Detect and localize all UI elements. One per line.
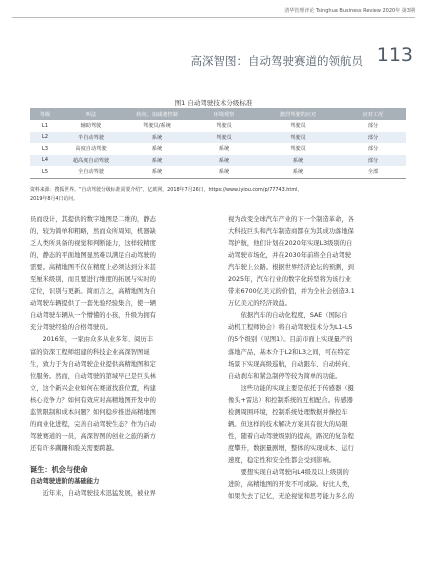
text-line: 生，致力于为自动驾驶企业提供高精地图和定 (30, 360, 156, 368)
text-line: 落地产品，基本介于L2和L3之间，可在特定 (228, 348, 351, 356)
text-line: 驾驶赛道的一员，高深智图的创业之旅的新方 (30, 432, 156, 440)
table-cell: 系统 (151, 169, 163, 176)
text-line: 的，较为简单和粗略，然而众所周知，机器缺 (30, 228, 156, 236)
table-cell: 半自动驾驶 (78, 134, 104, 141)
table-header-cell: 转向、加减速控制 (136, 111, 178, 118)
table-header-cell: 应对工况 (362, 111, 384, 118)
text-line: 至厘米级别，而且要进行维度的拓展与实时的 (30, 276, 156, 284)
text-line: 性，随着自动驾驶级别的提高，路况的复杂程 (228, 432, 354, 440)
journal-name: 清华管理评论 Tsinghua Business Review 2020年 第3期 (284, 8, 415, 14)
text-line: 定位，识别与更新。简而言之，高精地图为自 (30, 288, 156, 296)
text-line: 员而设计，其提供的数字地图是二维的，静态 (30, 216, 156, 223)
table-cell: 系统 (218, 157, 230, 164)
table-cell: 驾驶员 (290, 123, 306, 130)
table-cell: 系统 (292, 157, 304, 164)
text-line: 检测周围环境，控制系统处理数据并操控车 (228, 408, 348, 416)
table-header-row (30, 108, 406, 120)
table-cell: L5 (41, 168, 49, 175)
text-line: 依据汽车的自动化程度，SAE（国际自 (240, 312, 348, 320)
page-number: 113 (376, 44, 413, 66)
table-cell: L4 (41, 157, 49, 164)
text-line: 的，静态的平面地图显然难以满足自动驾驶的 (30, 252, 156, 260)
table-row (30, 143, 406, 155)
text-line: 近年来，自动驾驶技术迅猛发展，被业界 (42, 489, 156, 497)
text-line: 核心竞争力？如何有效应对高精地图开发中的 (30, 396, 156, 404)
table-row (30, 166, 406, 178)
table-cell: 部分 (367, 123, 379, 130)
table-bottom-rule (30, 178, 406, 179)
text-line: 速度，稳定性和安全性都会受到影响。 (228, 456, 336, 464)
table-row (30, 132, 406, 144)
table-row (30, 155, 406, 167)
table-cell: 驾驶员 (216, 134, 232, 141)
text-line: 动驾驶车辆提供了一套先验经验集合，使一辆 (30, 300, 156, 308)
text-line: 的商业化进程，完善自动驾驶生态？作为自动 (30, 420, 156, 428)
text-line: 的5个级别（见图1）。目前市面上实现量产的 (228, 336, 353, 344)
text-line: 需要。高精地图不仅在精度上必须达到分米甚 (30, 264, 156, 272)
table-cell: 系统 (218, 169, 230, 176)
text-line: 这些功能的实现主要是依托于传感器（摄 (240, 384, 354, 392)
table-header-cell: 激烈驾驶的应对 (279, 111, 317, 118)
table-cell: 系统 (151, 134, 163, 141)
text-line: 要想实现自动驾驶向L4级及以上级别的 (240, 468, 349, 476)
table-cell: 系统 (151, 146, 163, 153)
table-cell: 系统 (151, 157, 163, 164)
text-line: 带来6700亿美元的价值，并为全社会创造3.1 (228, 288, 355, 296)
table-header-cell: 环境观察 (213, 111, 235, 118)
table-cell: 高度自动驾驶 (75, 146, 107, 153)
text-line: 位服务。然而，自动驾驶的第域早已是巨头林 (30, 372, 156, 380)
text-line: 汽车驶上公路。根据世界经济论坛的预测，到 (228, 264, 354, 272)
text-line: 动机工程师协会）将自动驾驶技术分为L1-L5 (228, 324, 353, 332)
text-line: 辆。但这样的技术解决方案具有很大的局限 (228, 420, 348, 428)
subsection-heading: 自动驾驶进阶的基础能力 (30, 477, 100, 485)
table-cell: 驾驶员 (290, 146, 306, 153)
table-cell: 驾驶员 (290, 134, 306, 141)
left-text-column (30, 214, 208, 500)
right-text-column (228, 214, 406, 503)
text-line: 立，这个新兴企业如何在赛道找准位置，构建 (30, 384, 156, 392)
text-line: 像头+雷达）和控制系统的互相配合。传感器 (228, 396, 353, 404)
table-cell: 全部 (367, 169, 379, 176)
text-line: 如果失去了记忆，无论视觉和思考能力多么的 (228, 493, 354, 501)
text-line: 驾护航，他们计划在2020年实现L3级别的自 (228, 240, 353, 248)
text-line: 动驾驶市场化，并在2030年前将全自动驾驶 (228, 252, 352, 260)
text-line: 充分驾驶经验的合格驾驶员。 (30, 324, 112, 332)
autonomy-level-table (30, 108, 406, 179)
table-title: 图1 自动驾驶技术分级标准 (174, 99, 253, 107)
text-line: 大科技巨头和汽车制造商都在为其成功落地保 (228, 228, 354, 236)
text-line: 监管限制和成本问题？如何稳步推进高精地图 (30, 408, 156, 416)
table-cell: 部分 (367, 146, 379, 153)
table-cell: 部分 (367, 157, 379, 164)
text-line: 富的资深工程师组建的科技企业高深智图诞 (30, 348, 150, 356)
text-line: 自动刹车和紧急制停等较为简单的功能。 (228, 372, 342, 380)
table-cell: 系统 (218, 146, 230, 153)
table-header-cell: 等级 (39, 111, 51, 118)
table-source-note (30, 186, 406, 204)
text-line: 2016年，一家由众多从业多年、阅历丰 (42, 336, 154, 344)
section-heading: 诞生：机会与使命 (30, 464, 88, 474)
text-line: 乏人类所具备的视觉和判断能力，这样较精度 (30, 240, 156, 248)
table-header-cell: 叫法 (85, 111, 97, 118)
header-rule (12, 17, 415, 18)
text-line: 自动驾驶车辆从一个懵懂的小孩，升级为拥有 (30, 312, 156, 320)
table-cell: 驾驶员/系统 (143, 123, 171, 130)
text-line: 2025年，汽车行业的数字化转型将为该行业 (228, 276, 352, 284)
section-title: 高深智图：自动驾驶赛道的领航员 (190, 54, 363, 68)
source-line: 资料来源：搜狐世界。“自动驾驶分级标准需要介绍”，亿欧网，2018年7月26日，https://www.iyiou.com/p/77743.html， (30, 187, 303, 193)
text-line: 度攀升，数据量剧增，整体的实现成本、运行 (228, 444, 354, 452)
text-line: 万亿美元的经济效益。 (228, 300, 291, 308)
table-cell: 驾驶员 (216, 123, 232, 130)
text-line: 场景下实现高级巡航，自动跟车、自动转向、 (228, 360, 354, 368)
table-cell: L1 (41, 122, 49, 129)
text-line: 还有许多蹒跚和脸关需要跨越。 (30, 444, 119, 452)
text-line: 视为改变全球汽车产业的下一个制造革命，各 (228, 216, 354, 223)
source-line: 2019年8月4日访问。 (30, 196, 79, 202)
table-cell: 超高度自动驾驶 (72, 157, 110, 164)
table-cell: L2 (41, 134, 49, 141)
table-cell: 全自动驾驶 (78, 169, 104, 176)
table-cell: 部分 (367, 134, 379, 141)
table-cell: 系统 (292, 169, 304, 176)
table-cell: 辅助驾驶 (80, 123, 102, 130)
text-line: 进阶，高精地图的开发不可或缺。好比人类， (228, 481, 354, 489)
table-cell: L3 (41, 145, 49, 152)
table-row (30, 120, 406, 132)
